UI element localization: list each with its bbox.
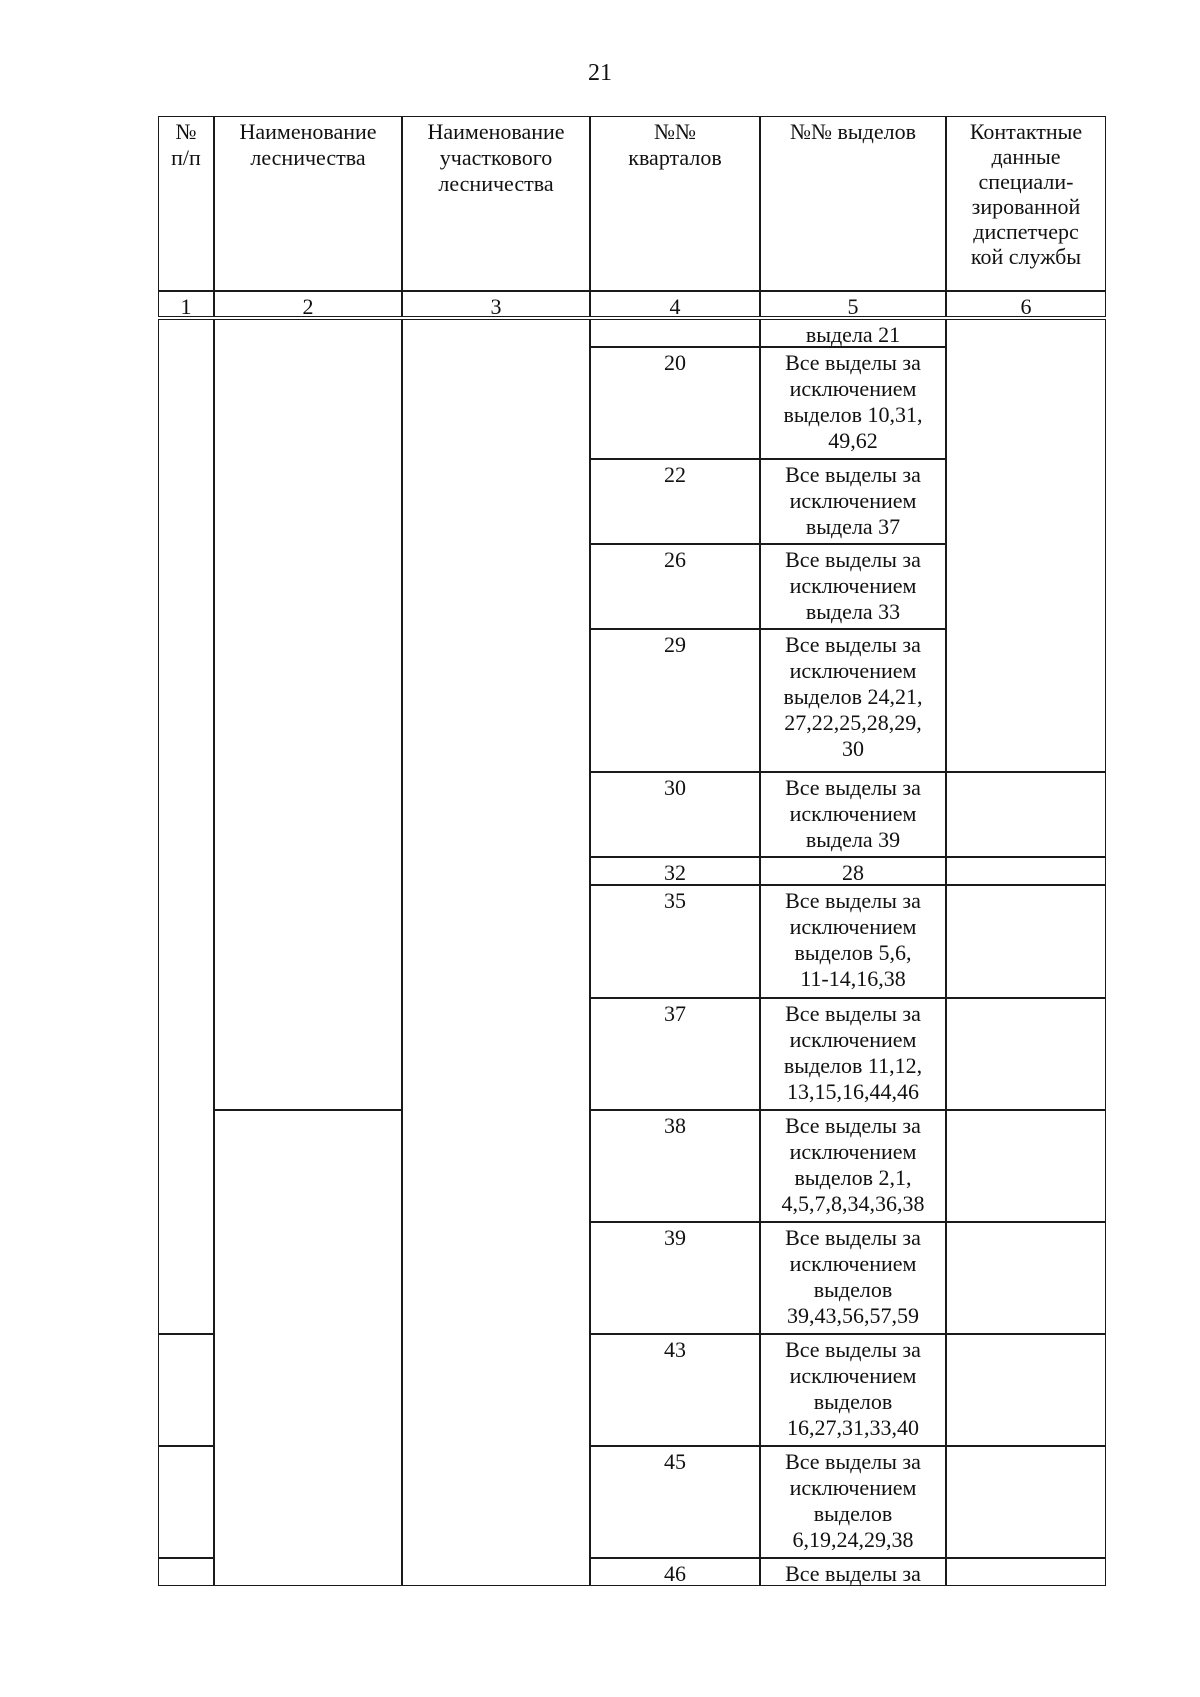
quarter-cell: 20 <box>590 347 760 459</box>
quarter-cell: 43 <box>590 1334 760 1446</box>
column-number-5: 5 <box>760 291 946 317</box>
sections-cell: 28 <box>760 857 946 885</box>
quarter-cell <box>590 319 760 347</box>
quarter-cell: 38 <box>590 1110 760 1222</box>
quarter-cell: 46 <box>590 1558 760 1586</box>
sections-cell: Все выделы за исключением выделов 2,1, 4,5,7,8,34,36,38 <box>760 1110 946 1222</box>
sections-cell: Все выделы за исключением выделов 24,21, 27,22,25,28,29, 30 <box>760 629 946 772</box>
header-quarters: №№ кварталов <box>590 116 760 291</box>
sections-cell: Все выделы за исключением выделов 10,31, 49,62 <box>760 347 946 459</box>
header-sections: №№ выделов <box>760 116 946 291</box>
sections-cell: Все выделы за исключением выделов 11,12, 13,15,16,44,46 <box>760 998 946 1110</box>
header-row-number: № п/п <box>158 116 214 291</box>
column-number-1: 1 <box>158 291 214 317</box>
header-contacts: Контактные данные специали- зированной диспетчерс кой службы <box>946 116 1106 291</box>
sections-cell: Все выделы за исключением выдела 39 <box>760 772 946 857</box>
column-number-6: 6 <box>946 291 1106 317</box>
column-number-4: 4 <box>590 291 760 317</box>
contacts-cell <box>946 857 1106 885</box>
contacts-cell <box>946 1446 1106 1558</box>
contacts-cell <box>946 998 1106 1110</box>
column-number-3: 3 <box>402 291 590 317</box>
row-number-cell <box>158 319 214 1334</box>
contacts-cell <box>946 772 1106 857</box>
sections-cell: Все выделы за <box>760 1558 946 1586</box>
sections-cell: Все выделы за исключением выделов 16,27,31,33,40 <box>760 1334 946 1446</box>
sections-cell: Все выделы за исключением выделов 5,6, 11-14,16,38 <box>760 885 946 998</box>
contacts-cell <box>946 1334 1106 1446</box>
quarter-cell: 45 <box>590 1446 760 1558</box>
header-district-forestry: Наименование участкового лесничества <box>402 116 590 291</box>
quarter-cell: 32 <box>590 857 760 885</box>
page-number: 21 <box>588 60 612 86</box>
column-number-2: 2 <box>214 291 402 317</box>
contacts-cell <box>946 1558 1106 1586</box>
sections-cell: Все выделы за исключением выдела 33 <box>760 544 946 629</box>
quarter-cell: 37 <box>590 998 760 1110</box>
contacts-cell <box>946 885 1106 998</box>
sections-cell: Все выделы за исключением выделов 6,19,24,29,38 <box>760 1446 946 1558</box>
quarter-cell: 39 <box>590 1222 760 1334</box>
quarter-cell: 26 <box>590 544 760 629</box>
sections-cell: выдела 21 <box>760 319 946 347</box>
header-forestry: Наименование лесничества <box>214 116 402 291</box>
district-forestry-cell <box>402 319 590 1586</box>
contacts-cell <box>946 1110 1106 1222</box>
forestry-name-cell <box>214 1110 402 1586</box>
contacts-cell <box>946 319 1106 772</box>
contacts-cell <box>946 1222 1106 1334</box>
quarter-cell: 29 <box>590 629 760 772</box>
row-number-cell <box>158 1558 214 1586</box>
sections-cell: Все выделы за исключением выделов 39,43,56,57,59 <box>760 1222 946 1334</box>
sections-cell: Все выделы за исключением выдела 37 <box>760 459 946 544</box>
quarter-cell: 22 <box>590 459 760 544</box>
row-number-cell <box>158 1334 214 1446</box>
row-number-cell <box>158 1446 214 1558</box>
quarter-cell: 30 <box>590 772 760 857</box>
quarter-cell: 35 <box>590 885 760 998</box>
forestry-name-cell <box>214 319 402 1110</box>
